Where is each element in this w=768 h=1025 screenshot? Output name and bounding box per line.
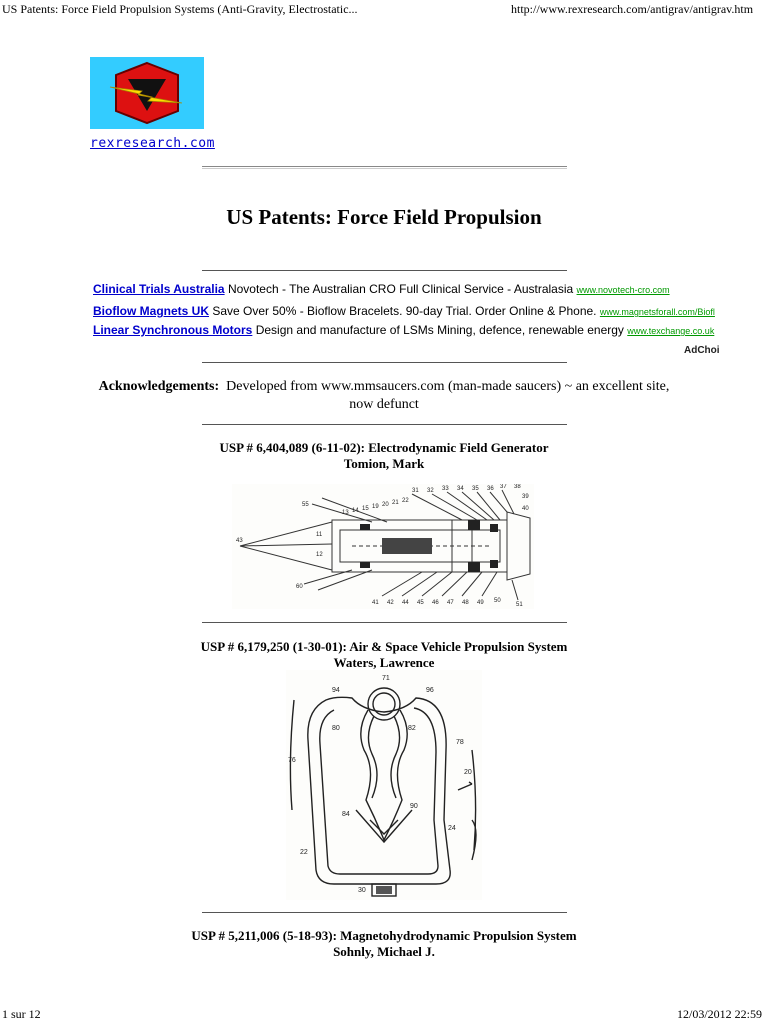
figure-callout-label: 20 (464, 769, 472, 776)
figure-callout-label: 22 (300, 849, 308, 856)
divider (202, 622, 567, 623)
divider (202, 362, 567, 363)
patent-number-line: USP # 6,179,250 (1-30-01): Air & Space Vehicle Propulsion System (200, 639, 568, 654)
figure-callout-label: 41 (372, 600, 379, 606)
figure-callout-label: 45 (417, 600, 424, 606)
figure-callout-label: 46 (432, 600, 439, 606)
divider (202, 270, 567, 271)
figure-callout-label: 40 (522, 506, 529, 512)
ad-item (93, 323, 723, 337)
figure-callout-label: 44 (402, 600, 409, 606)
figure-callout-label: 80 (332, 725, 340, 732)
ad-text: Novotech - The Australian CRO Full Clinical Service - Australasia (227, 282, 574, 296)
divider (202, 424, 567, 425)
figure-callout-label: 71 (382, 675, 390, 682)
figure-callout-label: 15 (362, 506, 369, 512)
figure-callout-label: 90 (410, 803, 418, 810)
figure-callout-label: 19 (372, 504, 379, 510)
rexresearch-link[interactable]: rexresearch.com (90, 136, 215, 151)
figure-callout-label: 60 (296, 584, 303, 590)
figure-callout-label: 48 (462, 600, 469, 606)
patent-inventor: Sohnly, Michael J. (333, 944, 435, 959)
ad-title-link[interactable]: Linear Synchronous Motors (93, 323, 253, 337)
acknowledgements-label: Acknowledgements: (98, 379, 220, 394)
print-footer-datetime: 12/03/2012 22:59 (677, 1007, 763, 1021)
figure-callout-label: 20 (382, 502, 389, 508)
print-footer-page: 1 sur 12 (2, 1007, 41, 1021)
patent-heading (0, 928, 768, 960)
figure-callout-label: 33 (442, 486, 449, 492)
figure-callout-label: 47 (447, 600, 454, 606)
print-header-url: http://www.rexresearch.com/antigrav/antigrav.htm (511, 2, 754, 16)
figure-callout-label: 96 (426, 687, 434, 694)
divider (202, 912, 567, 913)
ad-text: Save Over 50% - Bioflow Bracelets. 90-day Trial. Order Online & Phone. (212, 304, 597, 318)
page-title: US Patents: Force Field Propulsion (226, 205, 542, 229)
patent-number-line: USP # 6,404,089 (6-11-02): Electrodynamic Field Generator (219, 440, 549, 455)
figure-callout-label: 78 (456, 739, 464, 746)
ad-title-link[interactable]: Clinical Trials Australia (93, 282, 225, 296)
figure-callout-label: 76 (288, 757, 296, 764)
patent-drawing-icon (232, 484, 534, 609)
divider (202, 166, 567, 169)
figure-callout-label: 51 (516, 602, 523, 608)
ad-url-link[interactable]: www.novotech-cro.com (576, 285, 670, 295)
ad-title-link[interactable]: Bioflow Magnets UK (93, 304, 209, 318)
figure-callout-label: 22 (402, 498, 409, 504)
figure-callout-label: 13 (342, 510, 349, 516)
patent-figure-air-space-vehicle (286, 670, 482, 900)
patent-number-line: USP # 5,211,006 (5-18-93): Magnetohydrodynamic Propulsion System (191, 928, 577, 943)
acknowledgements-text: Developed from www.mmsaucers.com (man-made saucers) ~ an excellent site, now defunct (226, 379, 670, 412)
figure-callout-label: 43 (236, 538, 243, 544)
print-header (0, 2, 768, 20)
patent-drawing-icon (286, 670, 482, 900)
figure-callout-label: 55 (302, 502, 309, 508)
patent-heading (0, 440, 768, 472)
patent-inventor: Waters, Lawrence (333, 655, 435, 670)
acknowledgements (96, 378, 672, 414)
figure-callout-label: 36 (487, 486, 494, 492)
figure-callout-label: 24 (448, 825, 456, 832)
figure-callout-label: 14 (352, 508, 359, 514)
figure-callout-label: 82 (408, 725, 416, 732)
ad-url-link[interactable]: www.magnetsforall.com/Biofl (599, 307, 715, 317)
figure-callout-label: 11 (316, 532, 323, 538)
figure-callout-label: 84 (342, 811, 350, 818)
patent-heading (0, 639, 768, 671)
figure-callout-label: 32 (427, 488, 434, 494)
figure-callout-label: 49 (477, 600, 484, 606)
figure-callout-label: 12 (316, 552, 323, 558)
ad-item (93, 304, 723, 318)
patent-figure-electrodynamic-field-generator (232, 484, 534, 609)
figure-callout-label: 94 (332, 687, 340, 694)
figure-callout-label: 34 (457, 486, 464, 492)
print-footer (0, 1007, 768, 1025)
patent-inventor: Tomion, Mark (343, 456, 425, 471)
adchoices-link[interactable]: AdChoi (684, 345, 720, 356)
lightning-hexagon-icon (90, 57, 204, 129)
figure-callout-label: 21 (392, 500, 399, 506)
figure-callout-label: 42 (387, 600, 394, 606)
figure-callout-label: 31 (412, 488, 419, 494)
figure-callout-label: 39 (522, 494, 529, 500)
ad-text: Design and manufacture of LSMs Mining, defence, renewable energy (255, 323, 624, 337)
figure-callout-label: 30 (358, 887, 366, 894)
figure-callout-label: 50 (494, 598, 501, 604)
print-header-title: US Patents: Force Field Propulsion Systems (Anti-Gravity, Electrostatic... (2, 2, 358, 16)
figure-callout-label: 37 (500, 484, 507, 490)
ad-item (93, 282, 723, 296)
rexresearch-logo[interactable] (90, 57, 204, 129)
figure-callout-label: 38 (514, 484, 521, 490)
figure-callout-label: 35 (472, 486, 479, 492)
ad-url-link[interactable]: www.texchange.co.uk (627, 326, 715, 336)
